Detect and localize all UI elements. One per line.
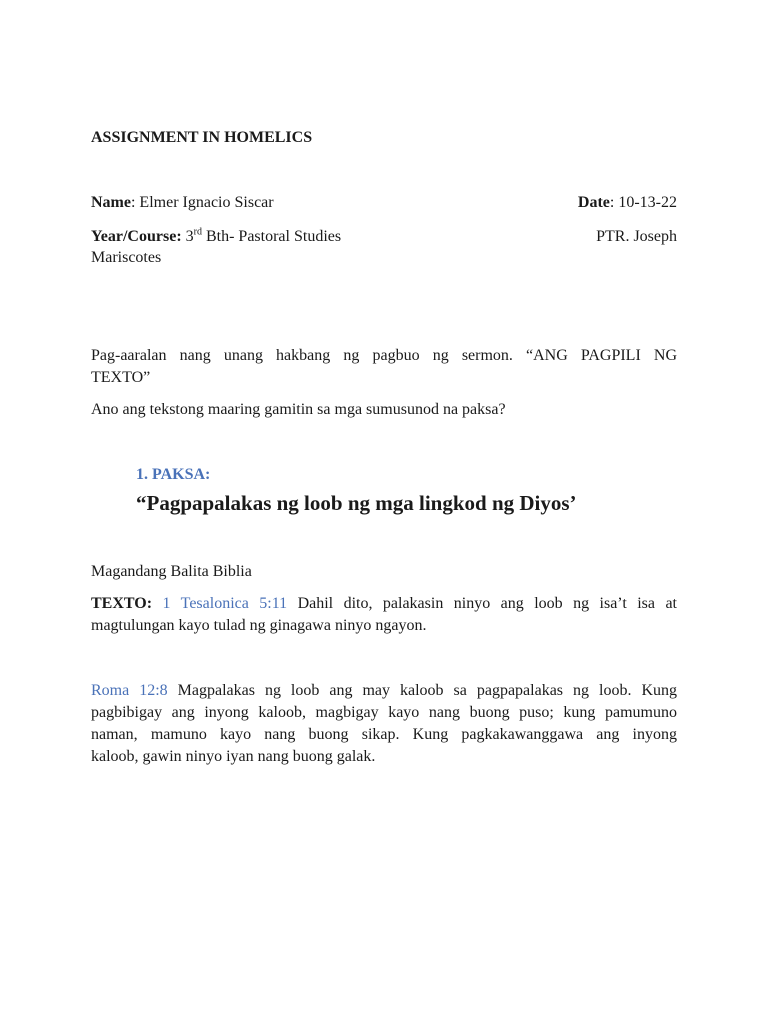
roma-paragraph (91, 680, 677, 768)
year-course-row (91, 226, 677, 248)
roma-line: kaloob, gawin ninyo iyan nang buong galak. (91, 748, 376, 765)
paksa-title: “Pagpapalakas ng loob ng mga lingkod ng Diyos’ (136, 491, 577, 515)
year-course-value: Bth- Pastoral Studies (201, 228, 342, 245)
paksa-label: 1. PAKSA: (136, 466, 211, 483)
intro-line: TEXTO” (91, 369, 151, 386)
intro-paragraph (91, 345, 677, 389)
date-label: Date (577, 194, 610, 211)
year-superscript: rd (193, 226, 202, 238)
year-course-label: Year/Course: (91, 228, 182, 245)
professor-name: PTR. Joseph (596, 228, 677, 245)
name-label: Name (91, 194, 131, 211)
professor-surname: Mariscotes (91, 249, 162, 266)
year-number: 3 (181, 228, 194, 245)
roma-reference: Roma 12:8 (91, 682, 168, 699)
texto-line: magtulungan kayo tulad ng ginagawa ninyo ngayon. (91, 617, 427, 634)
texto-line (91, 593, 677, 615)
bible-version: Magandang Balita Biblia (91, 563, 252, 580)
name-date-row (91, 192, 677, 214)
year-course-field (91, 226, 341, 248)
texto-reference: 1 Tesalonica 5:11 (152, 595, 288, 612)
texto-paragraph (91, 593, 677, 637)
question-text: Ano ang tekstong maaring gamitin sa mga sumusunod na paksa? (91, 401, 506, 418)
name-field (91, 192, 274, 214)
name-value: : Elmer Ignacio Siscar (130, 194, 274, 211)
roma-line (91, 680, 677, 702)
roma-line: naman, mamuno kayo nang buong sikap. Kung pagkakawanggawa ang inyong (91, 726, 677, 743)
date-field (578, 192, 677, 214)
intro-line: Pag-aaralan nang unang hakbang ng pagbuo ng sermon. “ANG PAGPILI NG (91, 347, 677, 364)
document-title: ASSIGNMENT IN HOMELICS (91, 129, 313, 146)
roma-text: Magpalakas ng loob ang may kaloob sa pagpapalakas ng loob. Kung (167, 682, 677, 699)
texto-text: Dahil dito, palakasin ninyo ang loob ng isa’t isa at (287, 595, 677, 612)
texto-label: TEXTO: (91, 595, 153, 612)
date-value: : 10-13-22 (609, 194, 677, 211)
roma-line: pagbibigay ang inyong kaloob, magbigay kayo nang buong puso; kung pamumuno (91, 704, 677, 721)
